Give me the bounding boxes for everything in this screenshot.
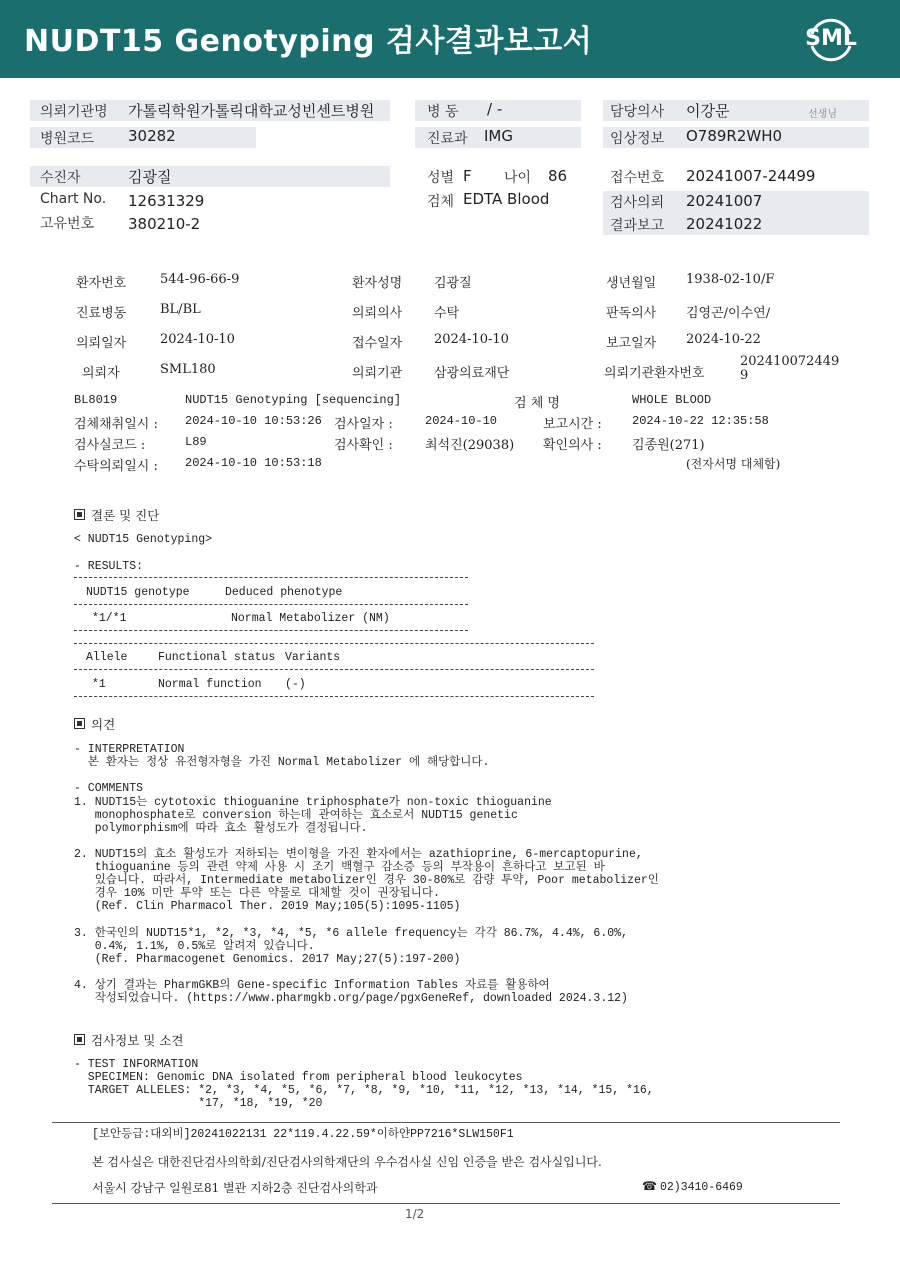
requester-org-label: 의뢰기관명 bbox=[40, 104, 108, 120]
table2-line-top bbox=[74, 643, 594, 644]
requester-org: 가톨릭학원가톨릭대학교성빈센트병원 bbox=[128, 102, 375, 120]
comment-3-line-2: 0.4%, 1.1%, 0.5%로 알려져 있습니다. bbox=[74, 940, 315, 953]
birth-label: 생년월일 bbox=[606, 276, 657, 291]
test-date-label: 검사일자 : bbox=[334, 417, 393, 432]
testinfo-alleles-2: *17, *18, *19, *20 bbox=[74, 1097, 323, 1110]
signature-note: (전자서명 대체함) bbox=[686, 457, 781, 471]
confirm-doc-label: 확인의사 : bbox=[543, 438, 602, 453]
room: L89 bbox=[185, 435, 207, 449]
results-subtitle: < NUDT15 Genotyping> bbox=[74, 533, 213, 546]
report-time: 2024-10-22 12:35:58 bbox=[632, 414, 769, 428]
confirm-doc: 김종원(271) bbox=[632, 438, 705, 453]
table1-phenotype: Normal Metabolizer (NM) bbox=[231, 612, 390, 625]
patient-name: 김광질 bbox=[434, 276, 472, 291]
chart-label: Chart No. bbox=[40, 191, 107, 207]
hospital-code: 30282 bbox=[128, 127, 176, 145]
chart: 12631329 bbox=[128, 192, 205, 210]
sex: F bbox=[463, 167, 472, 185]
specimen: EDTA Blood bbox=[463, 190, 550, 208]
result-label: 결과보고 bbox=[610, 218, 665, 234]
request-label: 검사의뢰 bbox=[610, 195, 665, 211]
comment-4-line-2: 작성되었습니다. (https://www.pharmgkb.org/page/pgxGeneRef, downloaded 2024.3.12) bbox=[74, 992, 628, 1005]
patient-box bbox=[30, 166, 390, 187]
receipt: 20241007-24499 bbox=[686, 167, 816, 185]
rep-date-label: 보고일자 bbox=[606, 336, 657, 351]
birth: 1938-02-10/F bbox=[686, 272, 775, 287]
doctor-suffix: 선생님 bbox=[808, 109, 837, 120]
interp-text: 본 환자는 정상 유전형자형을 가진 Normal Metabolizer 에 해당합니다. bbox=[74, 756, 490, 769]
confirm: 최석진(29038) bbox=[425, 438, 515, 453]
table1-line-top bbox=[74, 577, 468, 578]
footer-security: [보안등급:대외비]20241022131 22*119.4.22.59*이하얀PP7216*SLW150F1 bbox=[92, 1128, 514, 1141]
org-patient-no-label: 의뢰기관환자번호 bbox=[604, 366, 705, 381]
patient-no: 544-96-66-9 bbox=[160, 272, 240, 287]
comment-3-line-1: 3. 한국인의 NUDT15*1, *2, *3, *4, *5, *6 allele frequency는 각각 86.7%, 4.4%, 6.0%, bbox=[74, 927, 628, 940]
table2-status: Normal function bbox=[158, 678, 262, 691]
comment-1-line-3: polymorphism에 따라 효소 활성도가 결정됩니다. bbox=[74, 822, 368, 835]
testinfo-section-label: 검사정보 및 소견 bbox=[91, 1033, 184, 1048]
test-specimen: WHOLE BLOOD bbox=[632, 393, 712, 407]
rec-ward-label: 진료병동 bbox=[76, 306, 127, 321]
table2-allele: *1 bbox=[92, 678, 106, 691]
table2-line-bottom bbox=[74, 696, 594, 697]
testinfo-specimen: SPECIMEN: Genomic DNA isolated from peripheral blood leukocytes bbox=[74, 1071, 523, 1084]
request-time: 2024-10-10 10:53:18 bbox=[185, 456, 322, 470]
collect-label: 검체채취일시 : bbox=[74, 417, 158, 432]
specimen-label: 검체 bbox=[427, 194, 455, 210]
interp-title: - INTERPRETATION bbox=[74, 743, 185, 756]
req-date-label: 의뢰일자 bbox=[76, 336, 127, 351]
doctor-label: 담당의사 bbox=[610, 104, 665, 120]
table2-variants: (-) bbox=[285, 678, 306, 691]
results-label: - RESULTS: bbox=[74, 560, 144, 573]
req-org: 삼광의료재단 bbox=[434, 366, 510, 381]
table1-header-phenotype: Deduced phenotype bbox=[225, 586, 343, 599]
patient-label: 수진자 bbox=[40, 170, 81, 186]
rep-date: 2024-10-22 bbox=[686, 332, 761, 347]
comment-1-line-2: monophosphate로 conversion 하는데 관여하는 효소로서 NUDT15 genetic bbox=[74, 809, 518, 822]
requester-label: 의뢰자 bbox=[82, 366, 120, 381]
dept-label: 진료과 bbox=[427, 131, 468, 147]
comment-4-line-1: 4. 상기 결과는 PharmGKB의 Gene-specific Information Tables 자료를 활용하여 bbox=[74, 979, 550, 992]
table2-header-allele: Allele bbox=[86, 651, 128, 664]
request-time-label: 수탁의뢰일시 : bbox=[74, 459, 158, 474]
table2-header-status: Functional status bbox=[158, 651, 276, 664]
comment-2-line-2: thioguanine 등의 관련 약제 사용 시 조기 백혈구 감소증 등의 부작용이 흔하다고 보고된 바 bbox=[74, 861, 605, 874]
footer-line-bottom bbox=[52, 1203, 840, 1204]
clinical-label: 임상정보 bbox=[610, 131, 665, 147]
result: 20241022 bbox=[686, 215, 763, 233]
sex-label: 성별 bbox=[427, 170, 455, 186]
comment-2-line-1: 2. NUDT15의 효소 활성도가 저하되는 변이형을 가진 환자에서는 azathioprine, 6-mercaptopurine, bbox=[74, 848, 643, 861]
age-label: 나이 bbox=[504, 170, 532, 186]
hospital-code-label: 병원코드 bbox=[40, 131, 95, 147]
table1-genotype: *1/*1 bbox=[92, 612, 127, 625]
results-section-title bbox=[74, 506, 159, 524]
footer-certification: 본 검사실은 대한진단검사의학회/진단검사의학재단의 우수검사실 신임 인증을 받은 검사실입니다. bbox=[92, 1155, 602, 1169]
rec-ward: BL/BL bbox=[160, 302, 201, 317]
comment-2-line-4: 경우 10% 미만 투약 또는 다른 약물로 대체할 것이 권장됩니다. bbox=[74, 887, 440, 900]
req-doctor-label: 의뢰의사 bbox=[352, 306, 403, 321]
results-section-label: 결론 및 진단 bbox=[91, 508, 160, 523]
ward-label: 병 동 bbox=[427, 104, 459, 120]
phone-icon: ☎ bbox=[642, 1179, 657, 1193]
test-date: 2024-10-10 bbox=[425, 414, 498, 428]
receipt-label: 접수번호 bbox=[610, 170, 665, 186]
sml-logo bbox=[802, 10, 860, 68]
req-date: 2024-10-10 bbox=[160, 332, 235, 347]
confirm-label: 검사확인 : bbox=[334, 438, 393, 453]
table2-header-variants: Variants bbox=[285, 651, 341, 664]
patient: 김광질 bbox=[128, 168, 172, 186]
doctor: 이강문 bbox=[686, 102, 730, 120]
dept: IMG bbox=[484, 127, 513, 145]
page-number: 1/2 bbox=[405, 1207, 425, 1221]
table1-header-genotype: NUDT15 genotype bbox=[86, 586, 190, 599]
collect: 2024-10-10 10:53:26 bbox=[185, 414, 322, 428]
section-square-icon bbox=[74, 509, 85, 520]
reading-doctor-label: 판독의사 bbox=[606, 306, 657, 321]
patient-no-label: 환자번호 bbox=[76, 276, 127, 291]
table1-line-bottom bbox=[74, 630, 468, 631]
report-time-label: 보고시간 : bbox=[543, 417, 602, 432]
clinical: O789R2WH0 bbox=[686, 127, 783, 145]
requester: SML180 bbox=[160, 362, 216, 377]
table2-line-mid bbox=[74, 669, 594, 670]
table1-line-mid bbox=[74, 604, 468, 605]
req-org-label: 의뢰기관 bbox=[352, 366, 403, 381]
rec-date-label: 접수일자 bbox=[352, 336, 403, 351]
report-header bbox=[0, 0, 900, 78]
reading-doctor: 김영곤/이수연/ bbox=[686, 306, 771, 321]
unique: 380210-2 bbox=[128, 215, 201, 233]
age: 86 bbox=[548, 167, 568, 185]
req-doctor: 수탁 bbox=[434, 306, 460, 321]
test-code: BL8019 bbox=[74, 393, 118, 407]
opinion-section-label: 의견 bbox=[91, 717, 116, 732]
comment-2-line-3: 있습니다. 따라서, Intermediate metabolizer인 경우 30-80%로 감량 투약, Poor metabolizer인 bbox=[74, 874, 659, 887]
org-patient-no: 202410072449 9 bbox=[740, 354, 840, 383]
footer-address: 서울시 강남구 일원로81 별관 지하2층 진단검사의학과 bbox=[92, 1181, 378, 1195]
footer-line-top bbox=[52, 1122, 840, 1123]
comment-2-line-5: (Ref. Clin Pharmacol Ther. 2019 May;105(5):1095-1105) bbox=[74, 900, 461, 913]
footer-phone: 02)3410-6469 bbox=[660, 1181, 743, 1194]
comment-3-line-3: (Ref. Pharmacogenet Genomics. 2017 May;27(5):197-200) bbox=[74, 953, 461, 966]
opinion-section-title bbox=[74, 715, 115, 733]
report-title: NUDT15 Genotyping 검사결과보고서 bbox=[24, 24, 593, 59]
logo-text: SML bbox=[805, 26, 857, 51]
section-square-icon bbox=[74, 1034, 85, 1045]
unique-label: 고유번호 bbox=[40, 216, 95, 232]
test-specimen-label: 검 체 명 bbox=[514, 396, 560, 411]
testinfo-section-title bbox=[74, 1031, 183, 1049]
testinfo-alleles-1: TARGET ALLELES: *2, *3, *4, *5, *6, *7, *8, *9, *10, *11, *12, *13, *14, *15, *16, bbox=[74, 1084, 654, 1097]
ward: / - bbox=[487, 100, 503, 118]
section-square-icon bbox=[74, 718, 85, 729]
room-label: 검사실코드 : bbox=[74, 438, 146, 453]
test-name: NUDT15 Genotyping [sequencing] bbox=[185, 393, 402, 407]
rec-date: 2024-10-10 bbox=[434, 332, 509, 347]
comments-title: - COMMENTS bbox=[74, 782, 144, 795]
request: 20241007 bbox=[686, 192, 763, 210]
testinfo-title: - TEST INFORMATION bbox=[74, 1058, 199, 1071]
patient-name-label: 환자성명 bbox=[352, 276, 403, 291]
comment-1-line-1: 1. NUDT15는 cytotoxic thioguanine triphosphate가 non-toxic thioguanine bbox=[74, 796, 552, 809]
